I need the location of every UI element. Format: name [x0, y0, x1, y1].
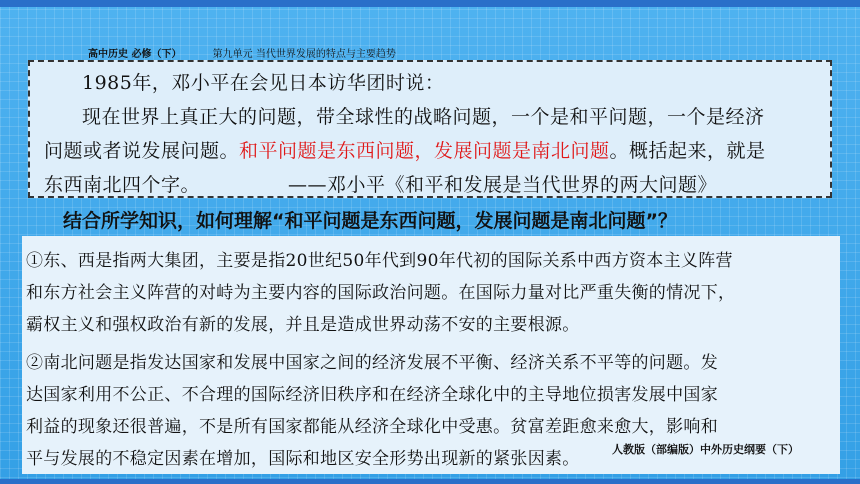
quote-line-1: 1985年，邓小平在会见日本访华团时说： — [82, 72, 445, 94]
quote-source: ——邓小平《和平和发展是当代世界的两大问题》 — [288, 174, 718, 196]
course-title: 高中历史 必修（下） — [88, 49, 182, 60]
quote-line-2: 现在世界上真正大的问题，带全球性的战略问题，一个是和平问题，一个是经济 — [82, 106, 765, 128]
answer-2-line-1: ②南北问题是指发达国家和发展中国家之间的经济发展不平衡、经济关系不平等的问题。发 — [26, 353, 718, 373]
quote-line-4 — [44, 170, 717, 197]
answer-1-line-3: 霸权主义和强权政治有新的发展，并且是造成世界动荡不安的主要根源。 — [26, 315, 580, 335]
answer-2-line-2: 达国家利用不公正、不合理的国际经济旧秩序和在经济全球化中的主导地位损害发展中国家 — [26, 385, 718, 405]
quote-box — [28, 60, 832, 198]
answer-box — [22, 236, 840, 474]
answer-1-line-1: ①东、西是指两大集团，主要是指20世纪50年代到90年代初的国际关系中西方资本主义阵营 — [26, 251, 733, 271]
question-heading: 结合所学知识，如何理解“和平问题是东西问题，发展问题是南北问题”？ — [63, 210, 677, 232]
quote-text: 。概括起来，就是 — [609, 140, 766, 162]
bottom-band — [0, 479, 860, 484]
highlighted-quote: 和平问题是东西问题，发展问题是南北问题 — [239, 140, 610, 162]
answer-2-line-3: 利益的现象还很普遍，不是所有国家都能从经济全球化中受惠。贫富差距愈来愈大，影响和 — [26, 417, 718, 437]
slide-header — [88, 45, 396, 60]
quote-text: 问题或者说发展问题。 — [44, 140, 240, 162]
answer-2-line-4: 平与发展的不稳定因素在增加，国际和地区安全形势出现新的紧张因素。 — [26, 449, 580, 469]
unit-title: 第九单元 当代世界发展的特点与主要趋势 — [212, 49, 396, 60]
quote-line-3 — [44, 136, 766, 163]
quote-text: 东西南北四个字。 — [44, 174, 201, 196]
top-band — [0, 0, 860, 7]
answer-1-line-2: 和东方社会主义阵营的对峙为主要内容的国际政治问题。在国际力量对比严重失衡的情况下， — [26, 283, 736, 303]
textbook-footer: 人教版（部编版）中外历史纲要（下） — [612, 443, 799, 456]
